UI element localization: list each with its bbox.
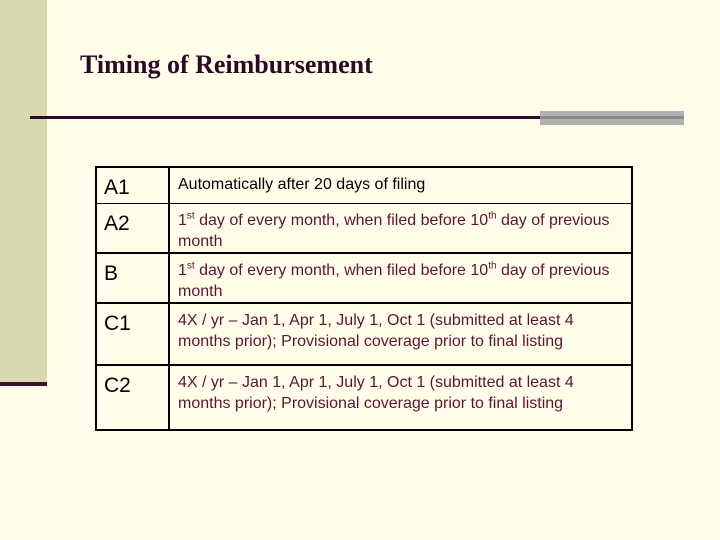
left-bar-accent-line bbox=[0, 382, 47, 386]
description-text: 4X / yr – Jan 1, Apr 1, July 1, Oct 1 (submitted at least 4 months prior); Provisional coverage prior to final listing bbox=[178, 312, 574, 350]
category-cell: A2 bbox=[96, 203, 169, 253]
description-cell bbox=[169, 303, 632, 365]
description-text: day of previous month bbox=[178, 262, 610, 300]
description-text: 1 bbox=[178, 262, 187, 279]
category-cell: B bbox=[96, 253, 169, 303]
table-row bbox=[96, 365, 632, 430]
ordinal-suffix: st bbox=[186, 210, 195, 222]
title-underline-accent-line bbox=[540, 116, 684, 119]
left-decorative-bar bbox=[0, 0, 47, 384]
description-text: day of previous month bbox=[178, 211, 610, 250]
ordinal-suffix: th bbox=[488, 260, 497, 272]
table-row bbox=[96, 203, 632, 253]
table-row bbox=[96, 167, 632, 203]
ordinal-suffix: st bbox=[186, 260, 195, 272]
description-text: 1 bbox=[178, 211, 187, 229]
description-cell bbox=[169, 365, 632, 430]
description-text: Automatically after 20 days of filing bbox=[178, 176, 426, 193]
ordinal-suffix: th bbox=[488, 210, 497, 222]
description-cell bbox=[169, 167, 632, 203]
description-text: day of every month, when filed before 10 bbox=[194, 262, 489, 279]
description-text: 4X / yr – Jan 1, Apr 1, July 1, Oct 1 (submitted at least 4 months prior); Provisional coverage prior to final listing bbox=[178, 374, 574, 412]
category-cell: A1 bbox=[96, 167, 169, 203]
description-cell bbox=[169, 253, 632, 303]
reimbursement-timing-table bbox=[95, 166, 633, 431]
table-row bbox=[96, 303, 632, 365]
slide-title: Timing of Reimbursement bbox=[80, 50, 373, 79]
table-row bbox=[96, 253, 632, 303]
category-cell: C1 bbox=[96, 303, 169, 365]
title-underline bbox=[30, 116, 540, 119]
description-cell bbox=[169, 203, 632, 253]
description-text: day of every month, when filed before 10 bbox=[194, 211, 489, 229]
category-cell: C2 bbox=[96, 365, 169, 430]
